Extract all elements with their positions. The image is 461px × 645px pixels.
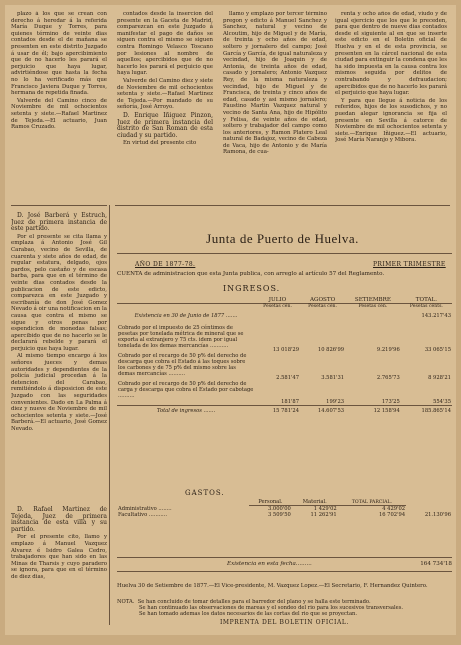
row-description: Cobrado por el recargo de 50 p% del derecho de descarga que cobra el Estado á las toques sobre los carbones y de 75 p% del mismo sobre las demas mercancías ..........: [118, 353, 247, 377]
closing-balance: [117, 561, 452, 567]
row-description: Cobrado por el impuesto de 25 céntimos de pesetas por tonelada métrica de mineral que se exporta al extranjero y 75 cts. idem por igual tonelada de los demas mercancías ...........: [118, 325, 244, 349]
column-rule: [109, 205, 110, 625]
table-cell: 14.607'53: [317, 408, 345, 414]
note-block: [117, 599, 452, 618]
table-subheader: Pesetas cénts.: [409, 304, 443, 309]
table-cell: 16 702'94: [378, 512, 406, 518]
table-row-total: [117, 406, 452, 415]
table-cell: 181'87: [281, 399, 300, 405]
row-description: Facultativo ...........: [118, 512, 168, 518]
paragraph: Al mismo tiempo encargo á los señores jueces y demas autoridades y dependientes de la policía judicial procedan á la detencion del Carabao, remitiéndolo á disposicion de este Juzgado con las seguridades convenientes. Dado en La Palma á diez y nueve de Noviembre de mil ochocientos setenta y siete.—José Barberá.—El actuario, José Gomez Nevado.: [11, 353, 107, 432]
divider: [117, 253, 452, 254]
notice-heading: D. Enrique Iñiguez Pinzon, Juez de primera instancia del distrito de San Roman de esta ciudad y su partido.: [117, 111, 213, 139]
table-cell: 173'25: [381, 399, 400, 405]
income-heading: INGRESOS.: [223, 284, 281, 293]
table-cell: 4 429'02: [382, 506, 406, 512]
table-cell: 10 826'99: [317, 347, 345, 353]
table-cell: 21.130'96: [424, 512, 451, 518]
table-cell: [345, 309, 401, 325]
paragraph: Por el presente se cita llama y emplaza á Antonio José Gil Carabao, vecino de Sevilla, de cuarenta y siete años de edad, de regular estatura, delgado, ojos pardos, pelo castaño y de escasa barba, para que en el término de veinte dias contados desde la publicacion de este edicto, comparezca en este Juzgado y escribanía de don José Gomez Nevado á oir una notificacion en la causa que contra el mismo se sigue y otros penas por espendicion de monedas falsas; apercibido que de no hacerlo se le declarará rebelde y parará el perjuicio que haya lugar.: [11, 233, 107, 352]
table-row: [117, 325, 452, 353]
table-cell: 9.219'96: [376, 347, 400, 353]
account-intro: CUENTA de administracion que esta Junta publica, con arreglo al artículo 57 del Reglamento.: [117, 271, 385, 277]
paragraph: Y para que llegue á noticia de los referidos, hijos de los susodichos, y no puedan alegar ignorancia se fija el presente en Sevilla á catorce de Noviembre de mil ochocientos setenta y siete.—Enrique Iñiguez.—El actuario, José María Naranjo y Mibora.: [335, 97, 447, 144]
column-1: [11, 11, 107, 199]
table-cell: 199'23: [326, 399, 345, 405]
paragraph: En virtud del presente cito: [123, 140, 197, 147]
table-row: [117, 512, 452, 518]
paragraph: renta y ocho años de edad, viudo y de igual ejercicio que los que le preceden, para que dentro de nueve dias contados desde el siguiente al en que se inserte este edicto en el Boletin oficial de Huelva y en el de esta provincia, se presenten en la cárcel nacional de esta ciudad para extinguir la condena que les ha sido impuesta en la causa contra los mismos seguida por delitos de contrabando y defraudacion; apercibidos que de no hacerlo les parará el perjuicio que haya lugar.: [335, 11, 447, 97]
note-line: Se han tomado ademas los datos necesarios de las cortas del rio que se proyectan.: [139, 611, 358, 618]
table-header: TOTAL.: [401, 297, 452, 304]
note-line: Se han continuado las observaciones de mareas y el sondeo del rio para los sucesivos transversales.: [139, 605, 404, 612]
table-header: Personal.: [249, 499, 292, 506]
notice-heading: D. Rafael Martinez de Tejeda, Juez de primera instancia de esta villa y su partido.: [11, 506, 107, 533]
column-1-notice-3: [11, 505, 107, 630]
table-row: [117, 353, 452, 381]
divider: [117, 571, 452, 572]
expenses-heading: GASTOS.: [185, 489, 225, 497]
signature-line: Huelva 30 de Setiembre de 1877.—El Vice-presidente, M. Vazquez Lopez.—El Secretario, F. Hernandez Quintero.: [117, 583, 428, 589]
paragraph: Valverde del Camino diez y siete de Noviembre de mil ochocientos setenta y siete.—Rafael Martinez de Tejeda.—Por mandado de su señoría, José Arroyo.: [117, 77, 213, 111]
paragraph: Por el presente cito, llamo y emplazo á Manuel Vazquez Alvarez é Isidro Galea Cedro, trabajadores que han sido en las Minas de Tharsis y cuyo paradero se ignora, para que en el término de diez dias,: [11, 534, 107, 580]
paragraph: Valverde del Camino cinco de Noviembre de mil ochocientos setenta y siete.—Rafael Martinez de Tejeda.—El actuario, Juan Ramos Cruzado.: [11, 97, 107, 131]
expenses-table: [117, 499, 452, 518]
table-cell: 15 781'24: [272, 408, 300, 414]
table-cell: [300, 309, 345, 325]
table-cell: 3.000'00: [267, 506, 291, 512]
column-4: [335, 11, 447, 199]
row-description: Cobrado por el recargo de 50 p% del derecho de carga y descarga que cobra el Estado por cabotage ..........: [118, 381, 254, 399]
column-1-notice-2: [11, 211, 107, 511]
table-subheader: Pesetas cén.: [308, 304, 337, 309]
closing-balance-label: Existencia en esta fecha.........: [227, 561, 312, 567]
newspaper-page: [5, 5, 456, 635]
table-cell: 12 158'94: [373, 408, 400, 414]
divider: [115, 205, 450, 206]
paragraph: plazo á los que se crean con derecho á heredar á la referida María Duque y Torres, para quienes término de veinte dias contados desde el de mañana se presenten en este distrito Juzgado á usar de él; bajo apercibimiento que de no hacerlo les parará el perjuicio que haya lugar, advirtiéndose que hasta la fecha no lo ha verificado más que Francisco Javiera Duque y Torres, hermana de repetida finada.: [11, 11, 107, 97]
table-cell: 33 065'15: [424, 347, 451, 353]
table-cell: 11 262'91: [310, 512, 337, 518]
section-title: Junta de Puerto de Huelva.: [206, 231, 359, 246]
closing-balance-value: 164 734'18: [420, 561, 452, 567]
row-description: Administrativo ........: [118, 505, 172, 512]
paragraph: contados desde la insercion del presente en la Gaceta de Madrid, comparezcan en este Juzgado á manifestar el pago de daños se siguen contra el mismo se siguen contra Romingo Velasco Toscano por lesiones al nombre de aquellos; apercibidos que de no hacerlo les parará el perjuicio que haya lugar.: [117, 11, 213, 77]
column-3: [223, 11, 327, 199]
table-cell: 1 429'02: [313, 506, 337, 512]
table-header: TOTAL PARCIAL.: [338, 499, 406, 506]
income-table: [117, 297, 452, 414]
table-cell: 3 509'50: [267, 512, 291, 518]
table-subheader: Pesetas cén.: [358, 304, 388, 309]
table-row: [117, 309, 452, 325]
fiscal-year: AÑO DE 1877-78.: [135, 261, 196, 268]
table-header: Material.: [292, 499, 338, 506]
table-header: SETIEMBRE: [345, 297, 401, 304]
row-description: Total de ingresos .......: [156, 408, 216, 414]
note-line: Se han concluido de tomar detalles para el barredor del plano y se halla este terminado.: [137, 599, 371, 605]
table-cell: 185.865'14: [421, 408, 451, 414]
divider: [11, 205, 107, 206]
table-cell: 8 928'21: [428, 375, 451, 381]
printer-imprint: IMPRENTA DEL BOLETIN OFICIAL.: [219, 619, 350, 626]
table-cell: 3.581'31: [321, 375, 345, 381]
quarter: PRIMER TRIMESTRE: [373, 261, 446, 268]
divider: [117, 557, 452, 558]
table-cell: 2.765'73: [376, 375, 400, 381]
table-cell: 143.217'43: [421, 313, 451, 319]
table-header: AGOSTO: [300, 297, 345, 304]
table-header: JULIO: [255, 297, 300, 304]
table-row: [117, 381, 452, 406]
table-subheader: Pesetas cén.: [263, 304, 292, 309]
paragraph: llamo y emplazo por tercer término pregon y edicto á Manuel Sanchez y Sanchez, natural y vecino de Alcoutim, hijo de Miguel y de María, de treinta y ocho años de edad, soltero y jornalero del campo; José García y García, de igual naturaleza y vecindad, hijo de Joaquin y de Antonia, de treinta años de edad, casado y jornalero; Antonio Vazquez Rey, de la misma naturaleza y vecindad, hijo de Miguel y de Francisca, de treinta y cinco años de edad, casado y asi mismo jornalero; Faustino Martin Vazquez natural y vecino de Santa Ana, hijo de Hipólito y Felisa, de veinte años de edad, soltero y trabajador del campo como los anteriores, y Ramon Platero Leal natural de Badajoz, vecino de Cabeza de Vaca, hijo de Antonio y de María Ramona, de cua-: [223, 11, 327, 156]
notice-heading: D. José Barberá y Estruch, Juez de primera instancia de este partido.: [11, 212, 107, 233]
table-cell: [255, 309, 300, 325]
table-cell: 2.581'47: [276, 375, 300, 381]
table-cell: 554'35: [433, 399, 451, 405]
row-description: Existencia en 30 de Junio de 1877 .......: [134, 313, 238, 319]
column-2: [117, 11, 213, 199]
note-label: NOTA.: [117, 599, 135, 605]
table-cell: 13 018'29: [272, 347, 300, 353]
